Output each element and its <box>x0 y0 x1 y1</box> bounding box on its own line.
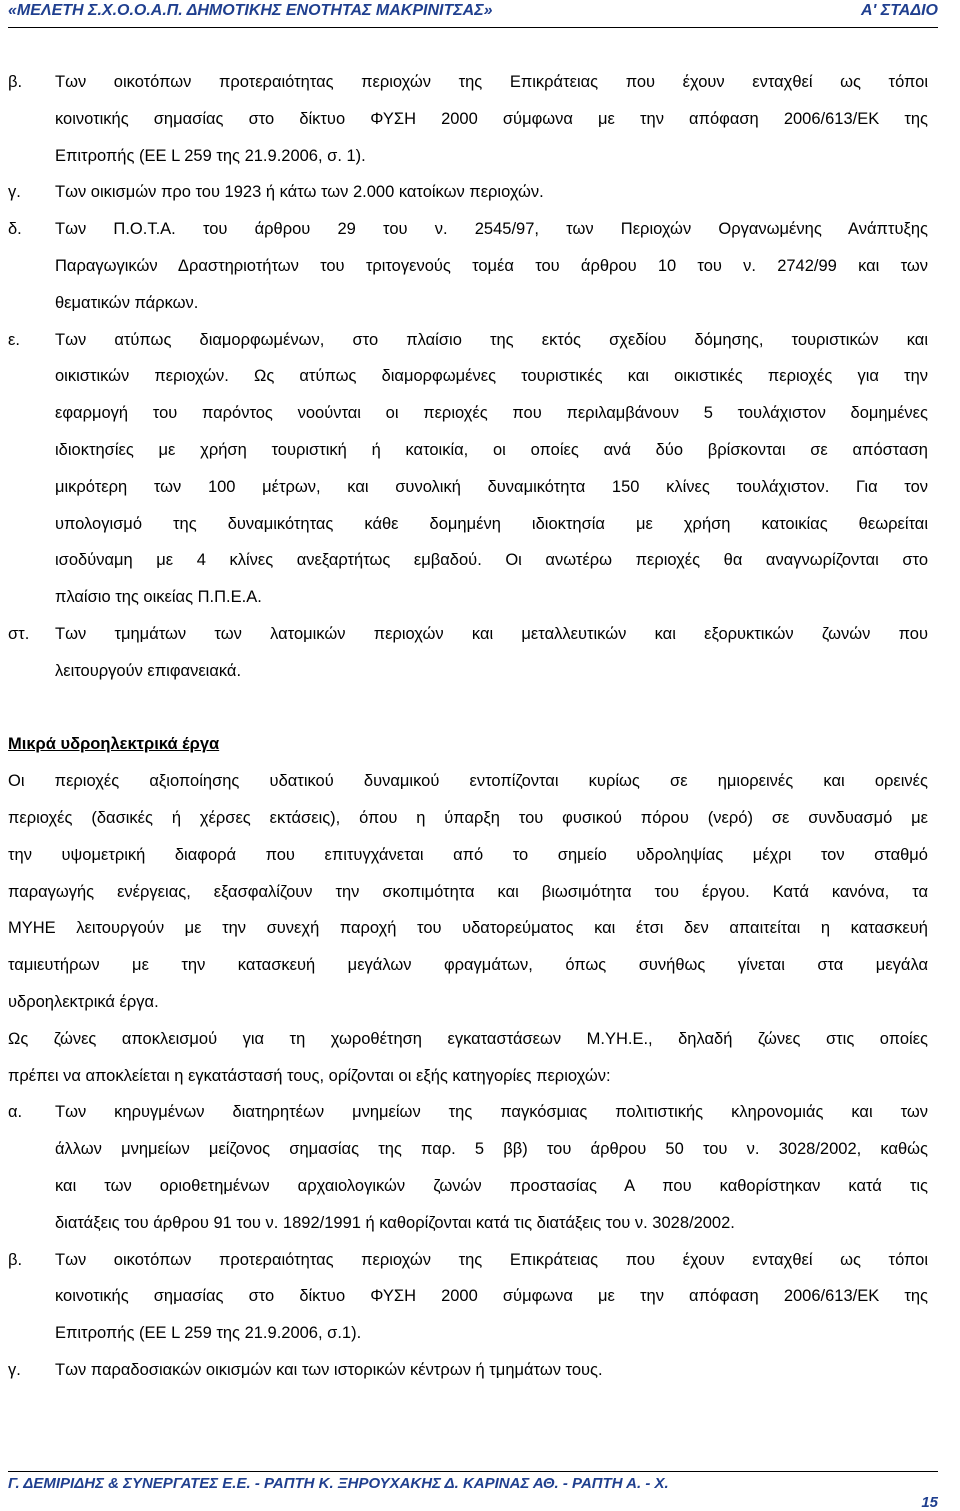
list-item <box>8 1242 928 1352</box>
section-heading: Μικρά υδροηλεκτρικά έργα <box>8 735 220 754</box>
list-marker: β. <box>8 73 23 91</box>
text-line: ε. Των ατύπως διαμορφωμένων, στο πλαίσιο της εκτός σχεδίου δόμησης, τουριστικών και <box>8 322 928 359</box>
list-marker: γ. <box>8 1360 21 1379</box>
text-line: Οι περιοχές αξιοποίησης υδατικού δυναμικού εντοπίζονται κυρίως σε ημιορεινές και ορεινές <box>8 772 928 791</box>
list-marker: ε. <box>8 330 20 349</box>
text-line: ταμιευτήρων με την κατασκευή μεγάλων φραγμάτων, όπως συνήθως γίνεται στα μεγάλα <box>8 956 928 975</box>
text-line: Ως ζώνες αποκλεισμού για τη χωροθέτηση εγκαταστάσεων Μ.ΥΗ.Ε., δηλαδή ζώνες στις οποίες <box>8 1029 928 1048</box>
text-line: εφαρμογή του παρόντος νοούνται οι περιοχές που περιλαμβάνουν 5 τουλάχιστον δομημένες <box>55 404 928 423</box>
text-line: περιοχές (δασικές ή χέρσες εκτάσεις), όπου η ύπαρξη του φυσικού πόρου (νερό) σε συνδυασμό με <box>8 808 928 827</box>
stage-label: Α' ΣΤΑΔΙΟ <box>860 2 938 19</box>
paragraph <box>8 763 928 1021</box>
text-line: λειτουργούν επιφανειακά. <box>55 661 242 680</box>
document-title: «ΜΕΛΕΤΗ Σ.Χ.Ο.Ο.Α.Π. ΔΗΜΟΤΙΚΗΣ ΕΝΟΤΗΤΑΣ ΜΑΚΡΙΝΙΤΣΑΣ» <box>8 2 493 19</box>
list-marker: δ. <box>8 220 22 239</box>
text-line: κοινοτικής σημασίας στο δίκτυο ΦΥΣΗ 2000 σύμφωνα με την απόφαση 2006/613/ΕΚ της <box>55 109 928 128</box>
list-marker: γ. <box>8 183 21 202</box>
text-line: β. Των οικοτόπων προτεραιότητας περιοχών της Επικράτειας που έχουν ενταχθεί ως τόποι <box>8 1242 928 1279</box>
page-content <box>8 64 928 1389</box>
text-line: δ. Των Π.Ο.Τ.Α. του άρθρου 29 του ν. 2545/97, των Περιοχών Οργανωμένης Ανάπτυξης <box>8 211 928 248</box>
list-item <box>8 64 928 174</box>
text-line: κοινοτικής σημασίας στο δίκτυο ΦΥΣΗ 2000 σύμφωνα με την απόφαση 2006/613/ΕΚ της <box>55 1287 928 1306</box>
text-line: πλαίσιο της οικείας Π.Π.Ε.Α. <box>55 588 262 607</box>
text-line: και των οριοθετημένων αρχαιολογικών ζωνών προστασίας Α που καθορίστηκαν κατά τις <box>55 1176 928 1195</box>
footer-authors: Γ. ΔΕΜΙΡΙΔΗΣ & ΣΥΝΕΡΓΑΤΕΣ Ε.Ε. - ΡΑΠΤΗ Κ. ΞΗΡΟΥΧΑΚΗΣ Δ. ΚΑΡΙΝΑΣ ΑΘ. - ΡΑΠΤΗ Α. - Χ. <box>8 1475 669 1492</box>
text-line: β. Των οικοτόπων προτεραιότητας περιοχών της Επικράτειας που έχουν ενταχθεί ως τόποι <box>8 64 928 101</box>
list-item <box>8 322 928 616</box>
text-line: γ. Των οικισμών προ του 1923 ή κάτω των 2.000 κατοίκων περιοχών. <box>8 174 928 211</box>
list-marker: στ. <box>8 624 30 643</box>
text-line: υπολογισμό της δυναμικότητας κάθε δομημένη ιδιοκτησία με χρήση κατοικίας θεωρείται <box>55 514 928 533</box>
text-line: πρέπει να αποκλείεται η εγκατάστασή τους, ορίζονται οι εξής κατηγορίες περιοχών: <box>8 1066 611 1085</box>
list-item <box>8 1094 928 1241</box>
text-line: οικιστικών περιοχών. Ως ατύπως διαμορφωμένες τουριστικές και οικιστικές περιοχές για την <box>55 367 928 386</box>
text-line: παραγωγής ενέργειας, εξασφαλίζουν την σκοπιμότητα και βιωσιμότητα του έργου. Κατά κανόνα, τα <box>8 882 928 901</box>
text-line: στ. Των τμημάτων των λατομικών περιοχών και μεταλλευτικών και εξορυκτικών ζωνών που <box>8 616 928 653</box>
text-line: υδροηλεκτρικά έργα. <box>8 992 159 1011</box>
text-line: μικρότερη των 100 μέτρων, και συνολική δυναμικότητα 150 κλίνες τουλάχιστον. Για τον <box>55 477 928 496</box>
text-line: Επιτροπής (ΕΕ L 259 της 21.9.2006, σ.1). <box>55 1324 362 1343</box>
page-footer <box>8 1471 938 1511</box>
page-header <box>8 0 938 28</box>
spacer <box>8 690 928 727</box>
list-item <box>8 211 928 321</box>
list-item <box>8 174 928 211</box>
list-item <box>8 616 928 690</box>
text-line: Επιτροπής (ΕΕ L 259 της 21.9.2006, σ. 1). <box>55 146 366 165</box>
text-line: διατάξεις του άρθρου 91 του ν. 1892/1991 ή καθορίζονται κατά τις διατάξεις του ν. 3028/2002. <box>55 1213 735 1232</box>
list-marker: α. <box>8 1103 23 1122</box>
page-number: 15 <box>921 1494 938 1511</box>
text-line: ΜΥΗΕ λειτουργούν με την συνεχή παροχή του υδατορεύματος και έτσι δεν απαιτείται η κατασκευή <box>8 919 928 938</box>
text-line: γ. Των παραδοσιακών οικισμών και των ιστορικών κέντρων ή τμημάτων τους. <box>8 1352 928 1389</box>
text-line: την υψομετρική διαφορά που επιτυγχάνεται από το σημείο υδροληψίας μέχρι τον σταθμό <box>8 845 928 864</box>
list-marker: β. <box>8 1250 23 1269</box>
list-item <box>8 1352 928 1389</box>
paragraph <box>8 1021 928 1095</box>
text-line: άλλων μνημείων μείζονος σημασίας της παρ. 5 ββ) του άρθρου 50 του ν. 3028/2002, καθώς <box>55 1140 928 1159</box>
text-line: α. Των κηρυγμένων διατηρητέων μνημείων της παγκόσμιας πολιτιστικής κληρονομιάς και των <box>8 1094 928 1131</box>
text-line: θεματικών πάρκων. <box>55 293 199 312</box>
text-line: ισοδύναμη με 4 κλίνες ανεξαρτήτως εμβαδού. Οι ανωτέρω περιοχές θα αναγνωρίζονται στο <box>55 551 928 570</box>
text-line: ιδιοκτησίες με χρήση τουριστική ή κατοικία, οι οποίες ανά δύο βρίσκονται σε απόσταση <box>55 440 928 459</box>
text-line: Παραγωγικών Δραστηριοτήτων του τριτογενούς τομέα του άρθρου 10 του ν. 2742/99 και των <box>55 256 928 275</box>
